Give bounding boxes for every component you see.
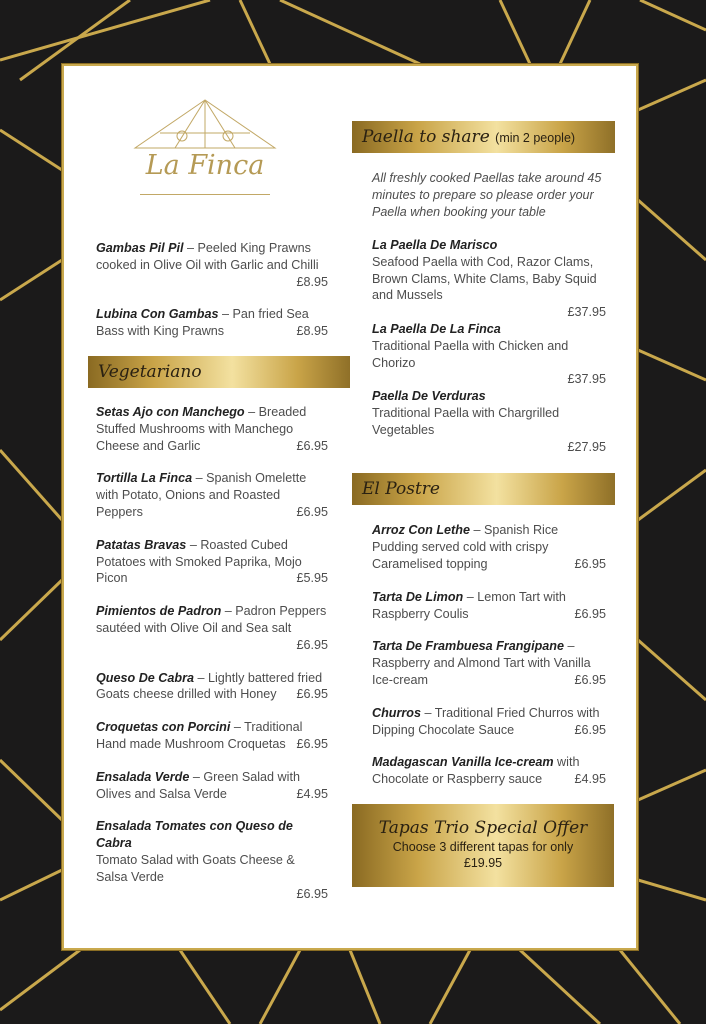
item-name: Tortilla La Finca	[96, 471, 193, 486]
offer-title: Tapas Trio Special Offer	[378, 817, 588, 838]
item-name: Croquetas con Porcini	[96, 720, 231, 735]
item-price: £37.95	[567, 305, 606, 320]
logo	[130, 98, 280, 203]
item-description: – Pan fried Sea Bass with King Prawns	[96, 307, 309, 339]
item-price: £6.95	[296, 504, 328, 519]
section-header-postre: El Postre	[352, 473, 615, 505]
item-name: La Paella De La Finca	[372, 321, 501, 336]
menu-item	[96, 306, 328, 340]
item-description: – Lemon Tart with Raspberry Coulis	[372, 589, 566, 621]
item-name: Tarta De Frambuesa Frangipane	[372, 639, 564, 654]
item-description: with Chocolate or Raspberry sauce	[372, 755, 580, 787]
item-name: Patatas Bravas	[96, 537, 187, 552]
item-price: £37.95	[567, 372, 606, 387]
menu-item	[96, 818, 328, 902]
item-description: – Breaded Stuffed Mushrooms with Manchego Cheese and Garlic	[96, 404, 307, 453]
item-price: £6.95	[296, 637, 328, 652]
menu-item	[96, 404, 328, 454]
item-name: Madagascan Vanilla Ice-cream	[372, 755, 554, 770]
item-description: – Traditional Fried Churros with Dipping Chocolate Sauce	[372, 705, 600, 737]
paella-title: Paella to share	[362, 127, 490, 147]
item-name: Churros	[372, 705, 421, 720]
menu-item	[372, 237, 606, 321]
item-name: Arroz Con Lethe	[372, 523, 470, 538]
item-description: – Green Salad with Olives and Salsa Verde	[96, 769, 300, 801]
menu-item	[372, 754, 606, 788]
item-price: £27.95	[567, 439, 606, 454]
item-description: – Peeled King Prawns cooked in Olive Oil with Garlic and Chilli	[96, 241, 319, 272]
item-description: Tomato Salad with Goats Cheese & Salsa Verde	[96, 852, 295, 884]
item-price: £6.95	[296, 886, 328, 901]
menu-item	[96, 537, 328, 587]
paella-note: All freshly cooked Paellas take around 45 minutes to prepare so please order your Paella when booking your table	[372, 171, 602, 219]
tapas-offer-box	[352, 804, 614, 887]
menu-item	[372, 589, 606, 623]
item-price: £6.95	[574, 606, 606, 621]
item-price: £6.95	[574, 722, 606, 737]
left-column	[96, 240, 328, 918]
item-description: Traditional Paella with Chargrilled Vegetables	[372, 405, 560, 437]
item-name: Lubina Con Gambas	[96, 307, 219, 322]
menu-item	[372, 321, 606, 388]
item-name: Setas Ajo con Manchego	[96, 404, 245, 419]
item-description: – Spanish Omelette with Potato, Onions and Roasted Peppers	[96, 471, 307, 519]
item-description: – Raspberry and Almond Tart with Vanilla Ice-cream	[372, 639, 591, 687]
item-description: – Traditional Hand made Mushroom Croquetas	[96, 720, 303, 751]
item-name: Pimientos de Padron	[96, 604, 222, 619]
paella-subtitle: (min 2 people)	[495, 131, 576, 145]
menu-item	[372, 388, 606, 455]
roof-logo-icon	[130, 98, 280, 158]
item-name: Queso De Cabra	[96, 670, 194, 685]
item-name: Ensalada Tomates con Queso de Cabra	[96, 819, 293, 851]
logo-divider	[140, 194, 270, 195]
section-header-paella	[352, 121, 615, 153]
section-header-vegetariano: Vegetariano	[88, 356, 350, 388]
right-column	[362, 121, 606, 887]
menu-item	[372, 705, 606, 739]
item-description: Seafood Paella with Cod, Razor Clams, Brown Clams, White Clams, Baby Squid and Mussels	[372, 254, 597, 303]
item-description: – Spanish Rice Pudding served cold with crispy Caramelised topping	[372, 523, 559, 571]
item-name: La Paella De Marisco	[372, 238, 498, 252]
menu-item	[96, 240, 328, 290]
item-price: £4.95	[296, 786, 328, 801]
item-name: Tarta De Limon	[372, 589, 464, 604]
item-price: £8.95	[296, 324, 328, 339]
item-price: £4.95	[574, 772, 606, 787]
menu-item	[372, 638, 606, 688]
offer-price: £19.95	[463, 855, 503, 870]
menu-item	[96, 470, 328, 520]
item-description: – Lightly battered fried Goats cheese drilled with Honey	[96, 670, 323, 702]
item-price: £8.95	[296, 274, 328, 289]
item-description: – Roasted Cubed Potatoes with Smoked Paprika, Mojo Picon	[96, 537, 302, 586]
item-price: £6.95	[296, 687, 328, 702]
logo-text: La Finca	[145, 150, 265, 181]
menu-item	[96, 719, 328, 753]
item-price: £6.95	[296, 736, 328, 751]
menu-item	[96, 603, 328, 653]
item-description: Traditional Paella with Chicken and Chorizo	[372, 338, 569, 370]
item-price: £6.95	[574, 672, 606, 687]
item-price: £6.95	[296, 438, 328, 453]
menu-item	[96, 670, 328, 704]
item-description: – Padron Peppers sautéed with Olive Oil and Sea salt	[96, 604, 327, 635]
item-name: Gambas Pil Pil	[96, 241, 184, 255]
item-name: Paella De Verduras	[372, 389, 486, 404]
item-price: £6.95	[574, 556, 606, 571]
menu-item	[96, 769, 328, 803]
menu-item	[372, 522, 606, 572]
item-name: Ensalada Verde	[96, 769, 190, 784]
offer-desc: Choose 3 different tapas for only	[392, 839, 574, 854]
item-price: £5.95	[296, 571, 328, 586]
